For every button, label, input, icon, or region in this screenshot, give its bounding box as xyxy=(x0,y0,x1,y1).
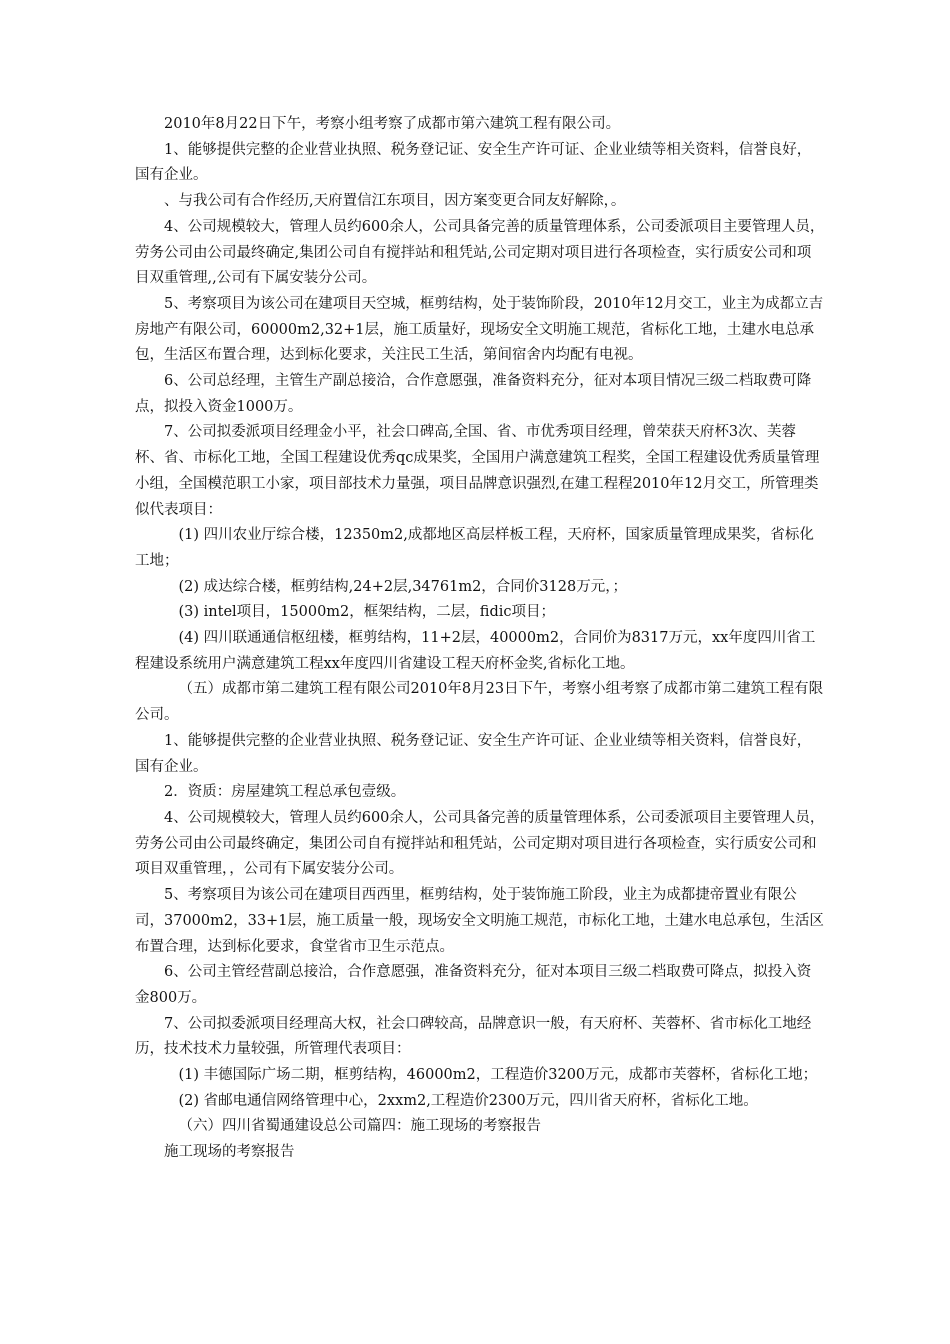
paragraph: 7、公司拟委派项目经理金小平，社会口碑高,全国、省、市优秀项目经理，曾荣获天府杯3次、芙蓉杯、省、市标化工地，全国工程建设优秀qc成果奖，全国用户满意建筑工程奖，全国工程建设优秀质量管理小组，全国模范职工小家，项目部技术力量强，项目品牌意识强烈,在建工程程2010年12月交工，所管理类似代表项目： xyxy=(135,424,820,518)
list-item: (4) 四川联通通信枢纽楼，框剪结构，11+2层，40000m2，合同价为8317万元，xx年度四川省工程建设系统用户满意建筑工程xx年度四川省建设工程天府杯金奖,省标化工地。 xyxy=(135,630,816,672)
paragraph: 5、考察项目为该公司在建项目西西里，框剪结构，处于装饰施工阶段，业主为成都捷帝置业有限公司，37000m2，33+1层，施工质量一般，现场安全文明施工规范，市标化工地，土建水电总承包，生活区布置合理，达到标化要求，食堂省市卫生示范点。 xyxy=(135,887,824,955)
paragraph: 1、能够提供完整的企业营业执照、税务登记证、安全生产许可证、企业业绩等相关资料，信誉良好，国有企业。 xyxy=(135,141,812,184)
report-title: 施工现场的考察报告 xyxy=(164,1144,295,1161)
document-body xyxy=(135,112,825,1166)
paragraph: 4、公司规模较大，管理人员约600余人，公司具备完善的质量管理体系，公司委派项目主要管理人员，劳务公司由公司最终确定，集团公司自有搅拌站和租凭站，公司定期对项目进行各项检查，实行质安公司和项目双重管理，，公司有下属安装分公司。 xyxy=(135,809,825,878)
list-item: (1) 丰德国际广场二期，框剪结构，46000m2，工程造价3200万元，成都市芙蓉杯，省标化工地； xyxy=(178,1067,818,1084)
paragraph: 6、公司总经理，主管生产副总接洽，合作意愿强，准备资料充分，征对本项目情况三级二档取费可降点，拟投入资金1000万。 xyxy=(135,373,812,415)
list-item: (1) 四川农业厅综合楼，12350m2,成都地区高层样板工程，天府杯，国家质量管理成果奖，省标化工地； xyxy=(135,527,814,569)
paragraph: 6、公司主管经营副总接洽，合作意愿强，准备资料充分，征对本项目三级二档取费可降点，拟投入资金800万。 xyxy=(135,964,812,1006)
paragraph: 5、考察项目为该公司在建项目天空城，框剪结构，处于装饰阶段，2010年12月交工，业主为成都立吉房地产有限公司，60000m2,32+1层，施工质量好，现场安全文明施工规范，省标化工地，土建水电总承包，生活区布置合理，达到标化要求，关注民工生活，第间宿舍内均配有电视。 xyxy=(135,295,824,364)
section-heading: （六）四川省蜀通建设总公司篇四：施工现场的考察报告 xyxy=(178,1118,541,1135)
paragraph: 4、公司规模较大，管理人员约600余人，公司具备完善的质量管理体系，公司委派项目主要管理人员，劳务公司由公司最终确定,集团公司自有搅拌站和租凭站,公司定期对项目进行各项检查，实行质安公司和项目双重管理,,公司有下属安装分公司。 xyxy=(135,218,825,287)
paragraph: 2010年8月22日下午，考察小组考察了成都市第六建筑工程有限公司。 xyxy=(164,116,621,132)
list-item: (2) 成达综合楼，框剪结构,24+2层,34761m2，合同价3128万元，； xyxy=(178,578,627,595)
paragraph: 7、公司拟委派项目经理高大权，社会口碑较高，品牌意识一般，有天府杯、芙蓉杯、省市标化工地经历，技术技术力量较强，所管理代表项目： xyxy=(135,1015,812,1058)
paragraph: 1、能够提供完整的企业营业执照、税务登记证、安全生产许可证、企业业绩等相关资料，信誉良好，国有企业。 xyxy=(135,732,812,775)
list-item: (3) intel项目，15000m2，框架结构，二层，fidic项目； xyxy=(178,604,555,621)
section-heading: （五）成都市第二建筑工程有限公司2010年8月23日下午，考察小组考察了成都市第二建筑工程有限公司。 xyxy=(135,681,824,724)
paragraph: 、与我公司有合作经历,天府置信江东项目，因方案变更合同友好解除，。 xyxy=(164,193,626,210)
paragraph: 2．资质：房屋建筑工程总承包壹级。 xyxy=(164,784,406,801)
list-item: (2) 省邮电通信网络管理中心，2xxm2,工程造价2300万元，四川省天府杯，省标化工地。 xyxy=(178,1092,758,1109)
